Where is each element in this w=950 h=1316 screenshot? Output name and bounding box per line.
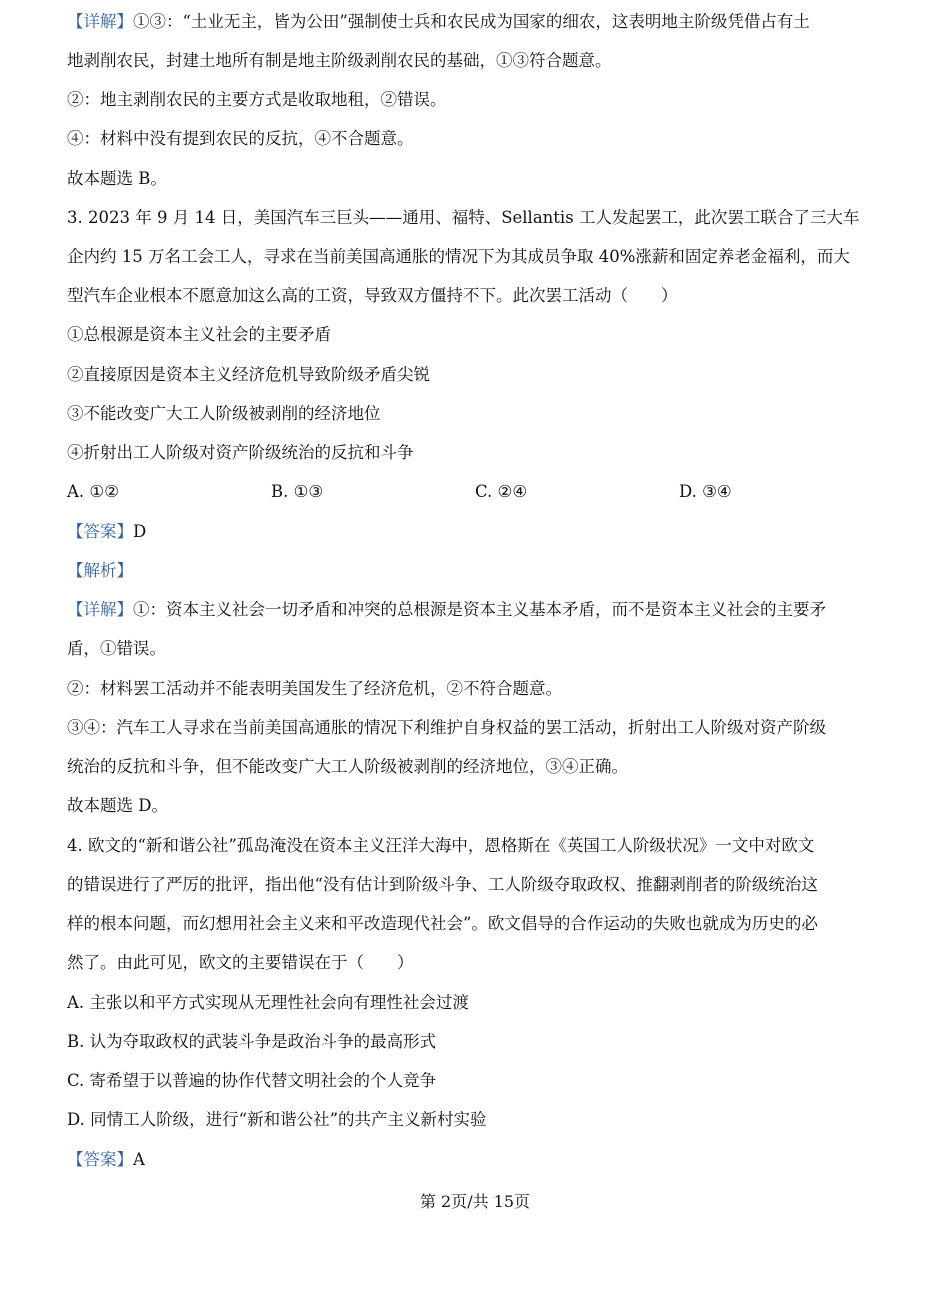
q4-option-b: B. 认为夺取政权的武装斗争是政治斗争的最高形式 xyxy=(67,1032,437,1051)
q3-option-d: D. ③④ xyxy=(679,482,732,501)
q4-option-c: C. 寄希望于以普遍的协作代替文明社会的个人竞争 xyxy=(67,1071,437,1090)
q3-conclusion: 故本题选 D。 xyxy=(67,796,168,815)
q3-stem-line: 3. 2023 年 9 月 14 日，美国汽车三巨头——通用、福特、Sellantis 工人发起罢工，此次罢工联合了三大车 xyxy=(67,208,860,227)
q3-detail-line: 【详解】①：资本主义社会一切矛盾和冲突的总根源是资本主义基本矛盾，而不是资本主义社会的主要矛 xyxy=(67,600,826,619)
q3-detail-line: ②：材料罢工活动并不能表明美国发生了经济危机，②不符合题意。 xyxy=(67,679,562,698)
detail-line: 【详解】①③：“土业无主，皆为公田”强制使士兵和农民成为国家的细农，这表明地主阶级凭借占有土 xyxy=(67,12,810,31)
detail-tag: 【详解】 xyxy=(67,12,133,31)
q3-detail-line: ③④：汽车工人寻求在当前美国高通胀的情况下利维护自身权益的罢工活动，折射出工人阶级对资产阶级 xyxy=(67,718,826,737)
q4-stem-line: 的错误进行了严厉的批评，指出他“没有估计到阶级斗争、工人阶级夺取政权、推翻剥削者的阶级统治这 xyxy=(67,875,818,894)
q3-option-c: C. ②④ xyxy=(475,482,528,501)
q3-statement-3: ③不能改变广大工人阶级被剥削的经济地位 xyxy=(67,404,381,423)
q3-option-a: A. ①② xyxy=(67,482,119,501)
q3-answer xyxy=(67,521,146,543)
q4-answer xyxy=(67,1149,145,1171)
answer-value: D xyxy=(133,522,147,541)
q3-statement-4: ④折射出工人阶级对资产阶级统治的反抗和斗争 xyxy=(67,443,414,462)
q3-statement-1: ①总根源是资本主义社会的主要矛盾 xyxy=(67,325,331,344)
answer-tag: 【答案】 xyxy=(67,522,133,541)
q3-stem-line: 型汽车企业根本不愿意加这么高的工资，导致双方僵持不下。此次罢工活动（ ） xyxy=(67,286,678,305)
detail-line: ②：地主剥削农民的主要方式是收取地租，②错误。 xyxy=(67,90,447,109)
analysis-tag: 【解析】 xyxy=(67,561,133,580)
detail-tag: 【详解】 xyxy=(67,600,133,619)
q4-option-a: A. 主张以和平方式实现从无理性社会向有理性社会过渡 xyxy=(67,993,469,1012)
q3-options xyxy=(67,481,887,503)
q3-detail-line: 统治的反抗和斗争，但不能改变广大工人阶级被剥削的经济地位，③④正确。 xyxy=(67,757,628,776)
q3-statement-2: ②直接原因是资本主义经济危机导致阶级矛盾尖锐 xyxy=(67,365,430,384)
q3-detail-line: 盾，①错误。 xyxy=(67,639,166,658)
detail-line: 地剥削农民，封建土地所有制是地主阶级剥削农民的基础，①③符合题意。 xyxy=(67,51,612,70)
q4-stem-line: 然了。由此可见，欧文的主要错误在于（ ） xyxy=(67,953,414,972)
q4-option-d: D. 同情工人阶级，进行“新和谐公社”的共产主义新村实验 xyxy=(67,1110,487,1129)
q3-option-b: B. ①③ xyxy=(271,482,324,501)
q3-stem-line: 企内约 15 万名工会工人，寻求在当前美国高通胀的情况下为其成员争取 40%涨薪和固定养老金福利，而大 xyxy=(67,247,850,266)
detail-line: ④：材料中没有提到农民的反抗，④不合题意。 xyxy=(67,129,414,148)
page-footer: 第 2页/共 15页 xyxy=(419,1192,531,1211)
q4-stem-line: 样的根本问题，而幻想用社会主义来和平改造现代社会”。欧文倡导的合作运动的失败也就成为历史的必 xyxy=(67,914,818,933)
conclusion-line: 故本题选 B。 xyxy=(67,169,167,188)
answer-value: A xyxy=(133,1150,145,1169)
answer-tag: 【答案】 xyxy=(67,1150,133,1169)
q3-analysis-heading xyxy=(67,560,133,582)
q4-stem-line: 4. 欧文的“新和谐公社”孤岛淹没在资本主义汪洋大海中，恩格斯在《英国工人阶级状况》一文中对欧文 xyxy=(67,836,815,855)
